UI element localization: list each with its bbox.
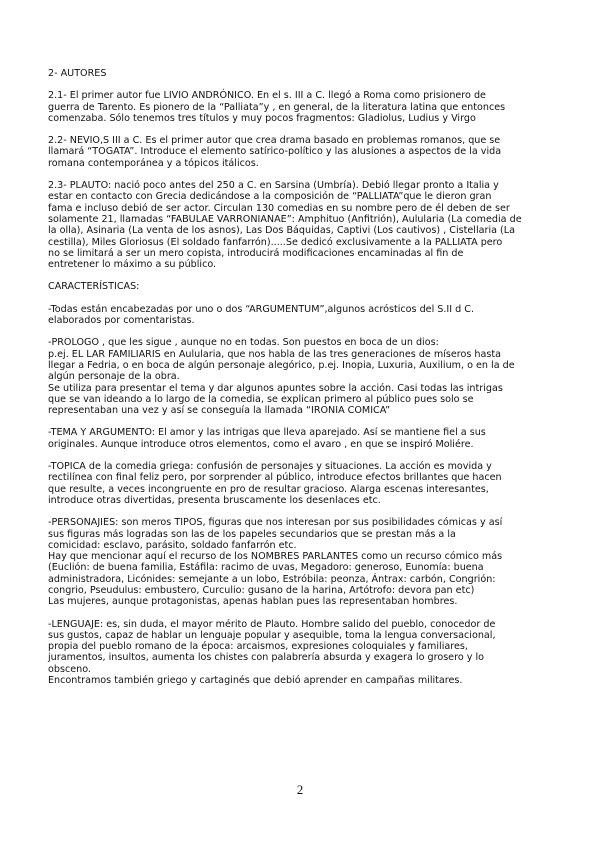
text-line: comenzaba. Sólo tenemos tres títulos y muy pocos fragmentos: Gladiolus, Ludius y Virgo [48, 112, 476, 124]
text-line: -TEMA Y ARGUMENTO: El amor y las intrigas que lleva aparejado. Así se mantiene fiel a sus [48, 427, 486, 439]
text-line: -PERSONAJIES: son meros TIPOS, figuras que nos interesan por sus posibilidades cómicas y así [48, 517, 503, 529]
paragraph-tema [48, 427, 552, 450]
text-line: fama e incluso debió de ser actor. Circulan 130 comedias en su nombre pero de él deben de ser [48, 202, 510, 214]
text-line: 2.1- El primer autor fue LIVIO ANDRÓNICO. En el s. III a C. llegó a Roma como prisionero de [48, 90, 486, 102]
text-line: 2.2- NEVIO,S III a C. Es el primer autor que crea drama basado en problemas romanos, que se [48, 135, 501, 147]
text-line: no se limitará a ser un mero copista, introducirá modificaciones encaminadas al fin de [48, 247, 464, 259]
text-line: 2.3- PLAUTO: nació poco antes del 250 a C. en Sarsina (Umbría). Debió llegar pronto a Italia y [48, 180, 499, 192]
text-line: Encontramos también griego y cartaginés que debió aprender en campañas militares. [48, 675, 463, 687]
text-line: sus figuras más logradas son las de los papeles secundarios que se prestan más a la [48, 528, 456, 540]
text-line: Hay que mencionar aquí el recurso de los NOMBRES PARLANTES como un recurso cómico más [48, 551, 503, 563]
text-line: rectilínea con final feliz pero, por sorprender al público, introduce efectos brillantes que hacen [48, 472, 502, 484]
paragraph-livio [48, 90, 552, 124]
text-line: obsceno. [48, 663, 91, 675]
text-line: introduce otras divertidas, presenta bruscamente los desenlaces etc. [48, 494, 381, 506]
paragraph-prologo [48, 337, 552, 416]
text-line: solamente 21, llamadas “FABULAE VARRONIANAE”: Amphituo (Anfitrión), Aulularia (La comedia de [48, 213, 522, 225]
text-line: (Euclión: de buena familia, Estáfila: racimo de uvas, Megadoro: generoso, Eunomía: buena [48, 562, 484, 574]
text-line: administradora, Licónides: semejante a un lobo, Estróbila: peonza, Ántrax: carbón, Congrión: [48, 573, 496, 585]
text-line: guerra de Tarento. Es pionero de la “Palliata”y , en general, de la literatura latina que entonces [48, 101, 506, 113]
paragraph-argumentum [48, 304, 552, 327]
text-line: la olla), Asinaria (La venta de los asnos), Las Dos Báquidas, Captivi (Los cautivos) , Cistellaria (La [48, 225, 516, 237]
text-line: entretener lo máximo a su público. [48, 259, 217, 271]
text-line: comicidad: esclavo, parásito, soldado fanfarrón etc. [48, 539, 297, 551]
text-line: -PROLOGO , que les sigue , aunque no en todas. Son puestos en boca de un dios: [48, 337, 439, 349]
text-line: -LENGUAJE: es, sin duda, el mayor mérito de Plauto. Hombre salido del pueblo, conocedor de [48, 618, 496, 630]
paragraph-lenguaje [48, 619, 552, 687]
paragraph-topica [48, 461, 552, 506]
text-line: -Todas están encabezadas por uno o dos “ARGUMENTUM”,algunos acrósticos del S.II d C. [48, 303, 475, 315]
text-line: p.ej. EL LAR FAMILIARIS en Aulularia, que nos habla de las tres generaciones de míseros hasta [48, 348, 502, 360]
text-line: originales. Aunque introduce otros elementos, como el avaro , en que se inspiró Moliére. [48, 438, 474, 450]
text-line: -TOPICA de la comedia griega: confusión de personajes y situaciones. La acción es movida y [48, 461, 492, 473]
text-line: cestilla), Miles Gloriosus (El soldado fanfarrón).....Se dedicó exclusivamente a la PALLIATA pero [48, 236, 503, 248]
text-line: sus gustos, capaz de hablar un lenguaje popular y asequible, toma la lengua conversacional, [48, 629, 496, 641]
text-line: llamará “TOGATA”. Introduce el elemento satírico-político y las alusiones a aspectos de la vida [48, 146, 502, 158]
text-line: Las mujeres, aunque protagonistas, apenas hablan pues las representaban hombres. [48, 596, 458, 608]
section-title: 2- AUTORES [48, 68, 107, 79]
text-line: juramentos, insultos, aumenta los chistes con palabrería absurda y exagera lo grosero y lo [48, 652, 485, 664]
paragraph-plauto [48, 180, 552, 270]
text-line: que resulte, a veces incongruente en pro de resultar gracioso. Alarga escenas interesantes, [48, 483, 489, 495]
text-line: elaborados por comentaristas. [48, 315, 195, 327]
characteristics-title: CARACTERÍSTICAS: [48, 281, 140, 293]
text-line: propia del pueblo romano de la época: arcaismos, expresiones coloquiales y familiares, [48, 641, 468, 653]
paragraph-nevio [48, 135, 552, 169]
text-line: llegar a Fedria, o en boca de algún personaje alegórico, p.ej. Inopia, Luxuria, Auxilium, o en la de [48, 359, 515, 371]
text-line: estar en contacto con Grecia dedicándose a la composición de “PALLIATA”que le dieron gran [48, 191, 492, 203]
text-line: que se van ideando a lo largo de la comedia, se explican primero al público pues solo se [48, 393, 474, 405]
text-line: romana contemporánea y a tópicos itálicos. [48, 157, 259, 169]
page-number: 2 [296, 782, 304, 797]
text-line: Se utiliza para presentar el tema y dar algunos apuntes sobre la acción. Casi todas las intrigas [48, 382, 503, 394]
text-line: algún personaje de la obra. [48, 371, 180, 383]
text-line: congrio, Pseudulus: embustero, Curculio: gusano de la harina, Artótrofo: devora pan etc) [48, 584, 475, 596]
paragraph-personajes [48, 517, 552, 607]
text-line: representaban una vez y así se conseguía la llamada “IRONIA COMICA” [48, 405, 391, 417]
